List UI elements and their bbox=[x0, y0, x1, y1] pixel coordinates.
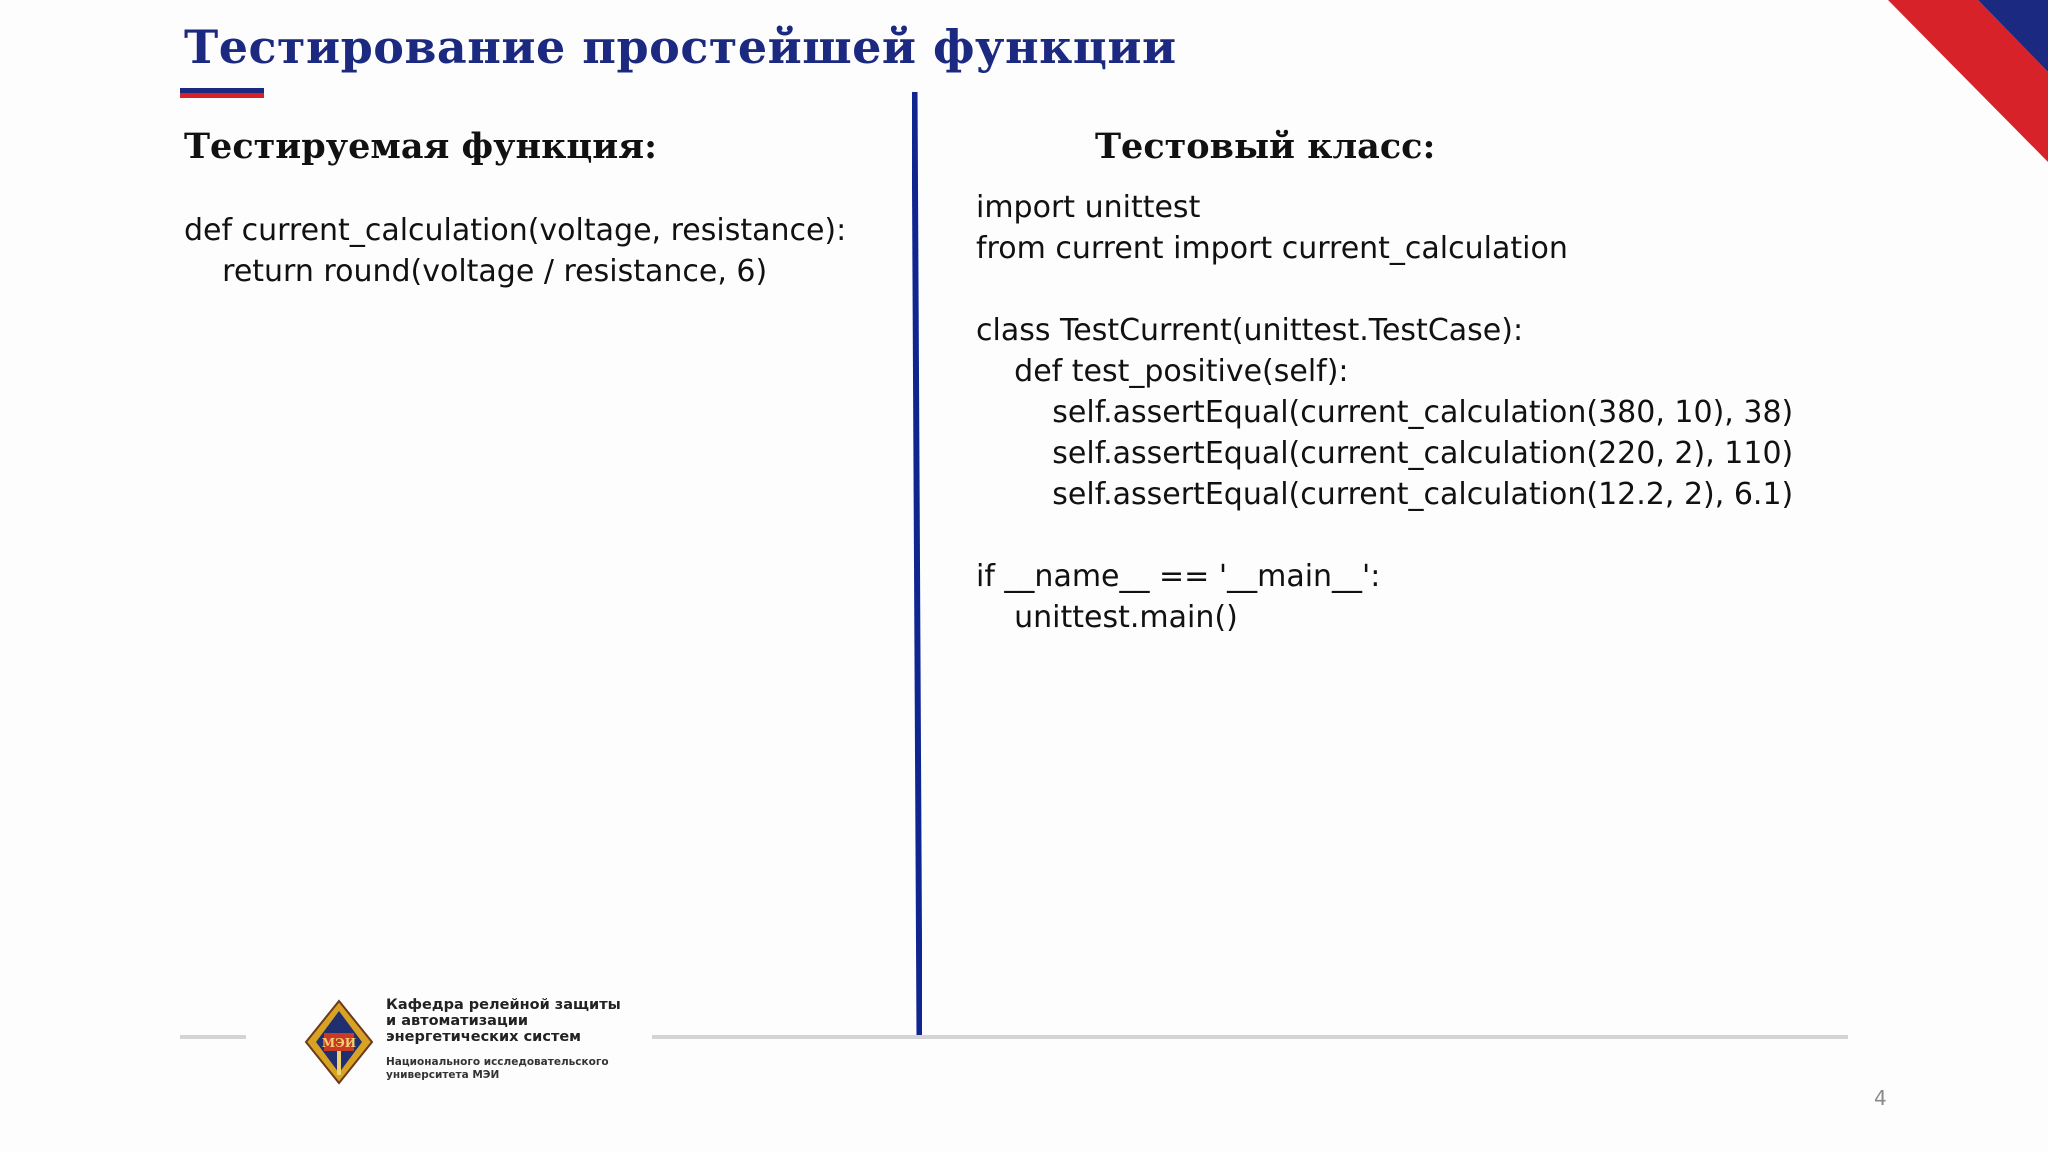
university-name: Национального исследовательского университета МЭИ bbox=[386, 1056, 609, 1081]
test-class-heading: Тестовый класс: bbox=[1095, 126, 1436, 167]
footer-rule-right bbox=[652, 1035, 1848, 1039]
test-class-code: import unittest from current import current_calculation class TestCurrent(unittest.TestCase): def test_positive(self): self.assertEqual(current_calculation(380, 10), 38) self.assertEqual(current_calculation(220, 2), 110) self.assertEqual(current_calculation(12.2, 2), 6.1) if __name__ == '__main__': unittest.main() bbox=[976, 190, 1794, 635]
department-name: Кафедра релейной защиты и автоматизации энергетических систем bbox=[386, 997, 621, 1045]
page-number: 4 bbox=[1874, 1086, 1887, 1110]
footer-rule-left bbox=[180, 1035, 246, 1039]
svg-text:МЭИ: МЭИ bbox=[321, 1036, 357, 1050]
corner-stripes-icon bbox=[1788, 0, 2048, 260]
mpei-emblem-icon bbox=[304, 999, 374, 1085]
column-divider bbox=[912, 92, 922, 1036]
tested-function-heading: Тестируемая функция: bbox=[184, 126, 657, 167]
function-code: def current_calculation(voltage, resistance): return round(voltage / resistance, 6) bbox=[184, 213, 847, 289]
title-underline bbox=[180, 88, 264, 98]
slide-title: Тестирование простейшей функции bbox=[184, 20, 1177, 74]
